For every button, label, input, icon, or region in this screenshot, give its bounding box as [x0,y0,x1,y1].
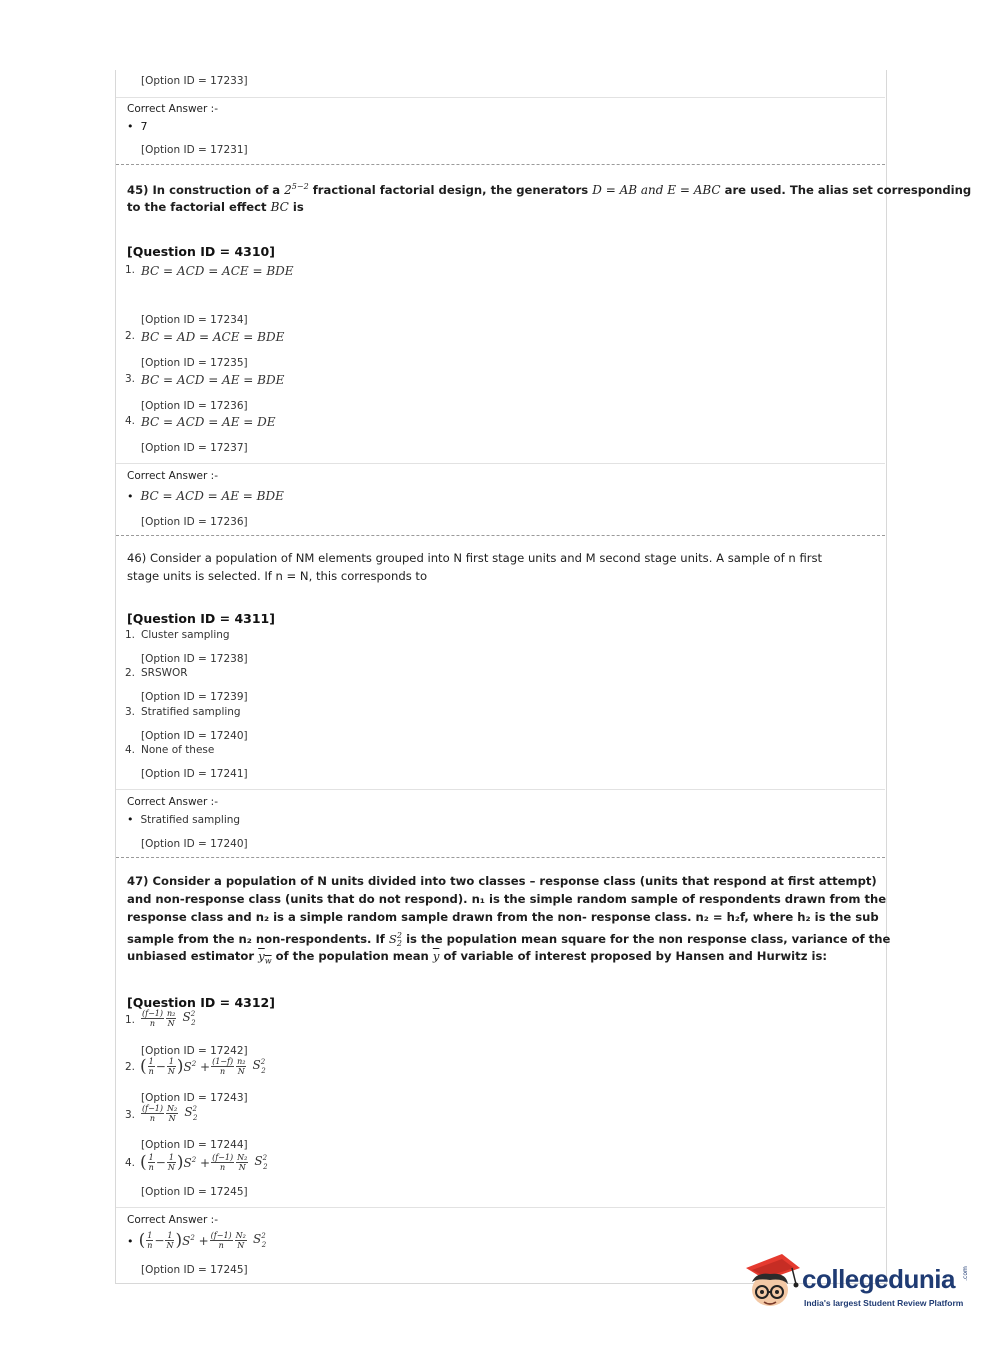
option-text[interactable]: Stratified sampling [141,706,241,718]
option-id: [Option ID = 17242] [141,1045,248,1057]
option-id: [Option ID = 17245] [141,1186,248,1198]
correct-answer-label: Correct Answer :- [127,1214,218,1226]
option-number: 3. [125,373,136,385]
option-text[interactable]: BC = ACD = AE = DE [141,415,276,429]
question-46-text: 46) Consider a population of NM elements grouped into N first stage units and M second stage units. A sample of n first [127,551,823,565]
option-text[interactable]: SRSWOR [141,667,188,679]
correct-answer-label: Correct Answer :- [127,796,218,808]
question-47-line-2: and non-response class (units that do not respond). n₁ is the simple random sample of respondents drawn from the [127,892,887,906]
option-id: [Option ID = 17240] [141,838,248,850]
option-id: [Option ID = 17238] [141,653,248,665]
logo-wordmark: collegedunia [802,1264,955,1294]
option-number: 3. [125,1109,136,1121]
question-47-line-3: response class and n₂ is a simple random sample drawn from the non- response class. n₂ = h₂f, where h₂ is the sub [127,910,879,924]
option-text[interactable]: Cluster sampling [141,629,230,641]
correct-answer-value: Stratified sampling [140,814,241,826]
divider [116,1207,885,1208]
divider [116,97,885,98]
question-separator [116,164,885,165]
option-id: [Option ID = 17231] [141,144,248,156]
correct-answer-value: 7 [140,120,148,133]
correct-answer: • Stratified sampling [127,813,241,826]
option-number: 1. [125,264,136,276]
question-47-line-1: 47) Consider a population of N units divided into two classes – response class (units that respond at first attempt) [127,874,877,888]
option-id: [Option ID = 17240] [141,730,248,742]
question-45-text-cont: to the factorial effect BC is [127,200,304,214]
correct-answer-label: Correct Answer :- [127,103,218,115]
option-number: 1. [125,1014,136,1026]
option-formula[interactable]: ( $\frac{1}{n}$ − $\frac{1}{N}$ )$S^2$ + $\frac{(1-f)}{n}$ $\frac{\text{n₂}}{N}$ $S^2_2$ [140,1056,266,1077]
option-formula[interactable]: ( $\frac{1}{n}$ − $\frac{1}{N}$ )$S^2$ + $\frac{(f-1)}{n}$ $\frac{\text{N₂}}{N}$ $S^2_2$ [140,1152,268,1173]
option-number: 4. [125,415,136,427]
question-id: [Question ID = 4310] [127,244,275,259]
option-number: 3. [125,706,136,718]
question-47-line-5: unbiased estimator $y_w$ of the population mean $\overline{y}$ of variable of interest proposed by Hansen and Hurwitz is: [127,949,827,966]
logo-dotcom: .com [961,1266,969,1281]
option-number: 4. [125,1157,136,1169]
option-number: 2. [125,330,136,342]
option-id: [Option ID = 17235] [141,357,248,369]
option-number: 1. [125,629,136,641]
option-id: [Option ID = 17243] [141,1092,248,1104]
correct-answer-value: BC = ACD = AE = BDE [140,489,284,503]
option-id: [Option ID = 17245] [141,1264,248,1276]
question-46-text-cont: stage units is selected. If n = N, this corresponds to [127,569,428,583]
option-text[interactable]: BC = ACD = AE = BDE [141,373,285,387]
divider [116,463,885,464]
collegedunia-logo[interactable] [742,1250,972,1320]
question-id: [Question ID = 4312] [127,995,275,1010]
question-47-line-4: sample from the n₂ non-respondents. If $S^2_2$ is the population mean square for the non response class, variance of the [127,931,891,949]
option-formula[interactable]: $\frac{(f-1)}{n}$ $\frac{\text{N₂}}{N}$ $S^2_2$ [142,1104,198,1123]
option-id: [Option ID = 17244] [141,1139,248,1151]
option-text[interactable]: None of these [141,744,215,756]
option-id: [Option ID = 17234] [141,314,248,326]
question-separator [116,857,885,858]
correct-answer: • ( $\frac{1}{n}$ − $\frac{1}{N}$ )$S^2$ + $\frac{(f-1)}{n}$ $\frac{\text{N₂}}{N}$ $S^2_2$ [127,1230,267,1251]
option-id: [Option ID = 17241] [141,768,248,780]
option-id: [Option ID = 17233] [141,75,248,87]
mascot-icon [742,1250,804,1316]
option-text[interactable]: BC = ACD = ACE = BDE [141,264,294,278]
option-text[interactable]: BC = AD = ACE = BDE [141,330,285,344]
logo-tagline: India's largest Student Review Platform [804,1298,964,1308]
option-id: [Option ID = 17236] [141,400,248,412]
divider [116,789,885,790]
option-id: [Option ID = 17237] [141,442,248,454]
option-id: [Option ID = 17239] [141,691,248,703]
question-id: [Question ID = 4311] [127,611,275,626]
correct-answer: • 7 [127,120,148,133]
question-separator [116,535,885,536]
correct-answer-label: Correct Answer :- [127,470,218,482]
option-number: 2. [125,1061,136,1073]
correct-answer: • BC = ACD = AE = BDE [127,489,284,503]
option-number: 4. [125,744,136,756]
question-45-text: 45) In construction of a $2^{5-2}$ fractional factorial design, the generators D = AB and E = ABC are used. The alias set corresponding [127,182,972,197]
option-formula[interactable]: $\frac{(f-1)}{n}$ $\frac{\text{n₂}}{N}$ $S^2_2$ [142,1009,196,1028]
option-id: [Option ID = 17236] [141,516,248,528]
option-number: 2. [125,667,136,679]
